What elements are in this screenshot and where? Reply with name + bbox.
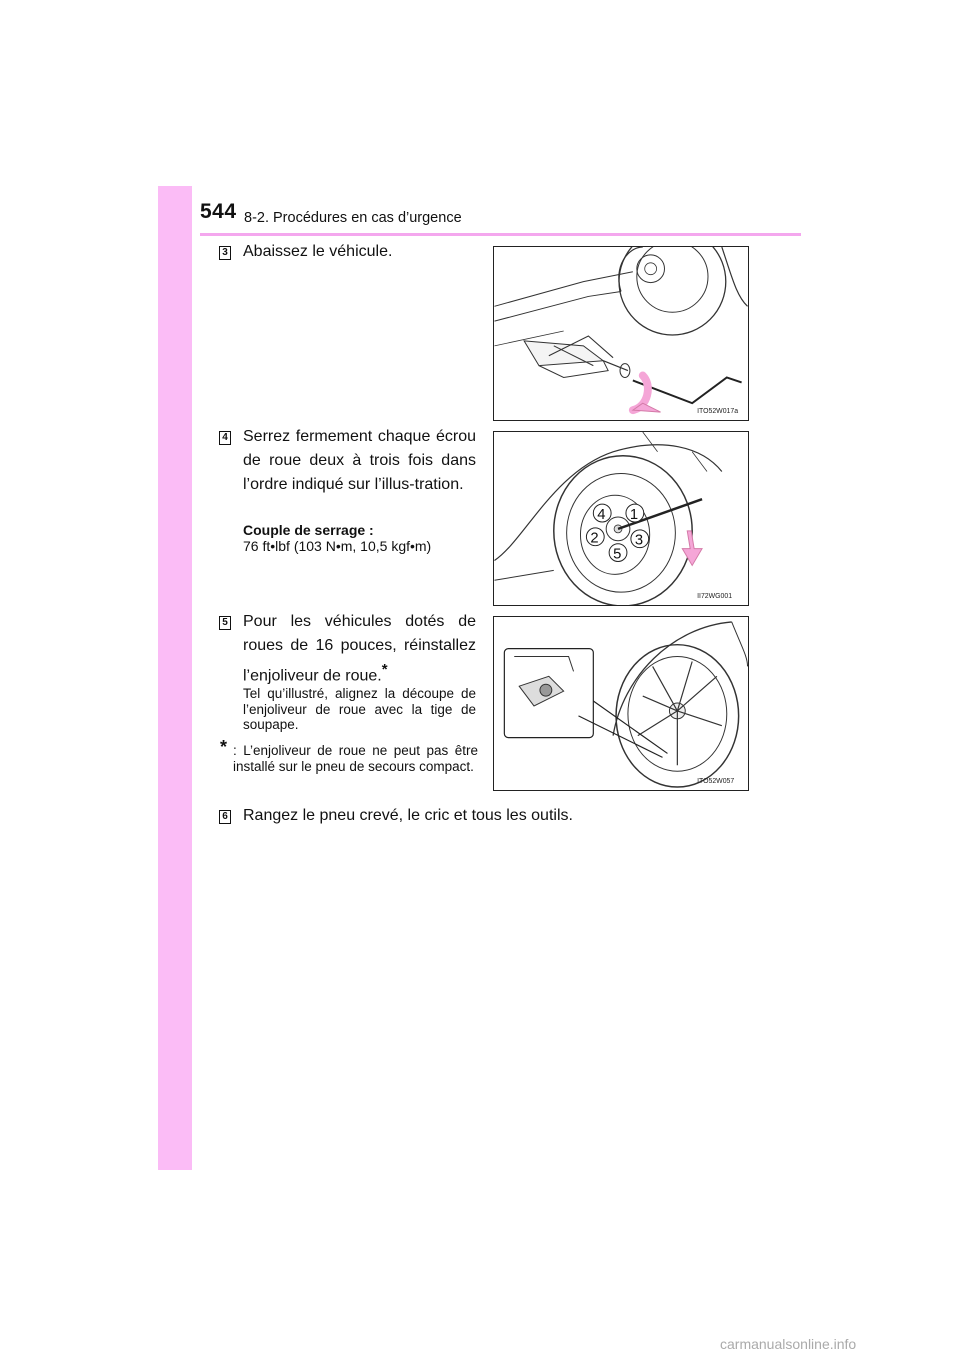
- watermark: carmanualsonline.info: [720, 1336, 857, 1352]
- nut-order-4: 4: [597, 506, 606, 523]
- figure-wheel-cap: [493, 616, 749, 791]
- wheel-nut-order-illustration: [494, 432, 748, 605]
- page-number: 544: [200, 200, 237, 223]
- step-6-text: Rangez le pneu crevé, le cric et tous les outils.: [243, 807, 573, 824]
- torque-label: Couple de serrage :: [243, 522, 374, 538]
- nut-order-3: 3: [634, 532, 644, 549]
- wheel-cap-illustration: [494, 617, 748, 790]
- section-title: 8-2. Procédures en cas d’urgence: [244, 210, 462, 226]
- step-4-text: Serrez fermement chaque écrou de roue deux à trois fois dans l’ordre indiqué sur l’illus-tration.: [243, 428, 476, 493]
- figure-tighten-nuts: [493, 431, 749, 606]
- nut-order-1: 1: [629, 506, 639, 523]
- step-5-text: [243, 610, 476, 688]
- figure-lower-vehicle: [493, 246, 749, 421]
- step-5-note: Tel qu’illustré, alignez la découpe de l’enjoliveur de roue avec la tige de soupape.: [243, 686, 476, 732]
- nut-order-5: 5: [613, 546, 622, 563]
- footnote-star: *: [220, 737, 228, 757]
- step-3-text: Abaissez le véhicule.: [243, 243, 393, 260]
- step-3-badge: 3: [219, 246, 231, 260]
- step-4-badge: 4: [219, 431, 231, 445]
- torque-spec: [243, 522, 476, 554]
- jack-lowering-illustration: [494, 247, 748, 420]
- footnote-asterisk: *: [381, 661, 388, 678]
- nut-order-2: 2: [590, 530, 599, 547]
- figure-code: II72WG001: [697, 593, 733, 601]
- torque-value: 76 ft•lbf (103 N•m, 10,5 kgf•m): [243, 538, 432, 554]
- figure-code: ITO52W057: [697, 778, 735, 786]
- step-5-footnote: [220, 737, 478, 774]
- step-5-badge: 5: [219, 616, 231, 630]
- figure-code: ITO52W017a: [697, 408, 739, 416]
- step-6-badge: 6: [219, 810, 231, 824]
- pink-side-band: [158, 186, 192, 1170]
- footnote-text: : L’enjoliveur de roue ne peut pas être installé sur le pneu de secours compact.: [233, 743, 478, 774]
- header-rule: [200, 233, 801, 236]
- step-5-text-body: Pour les véhicules dotés de roues de 16 pouces, réinstallez l’enjoliveur de roue.: [243, 613, 476, 685]
